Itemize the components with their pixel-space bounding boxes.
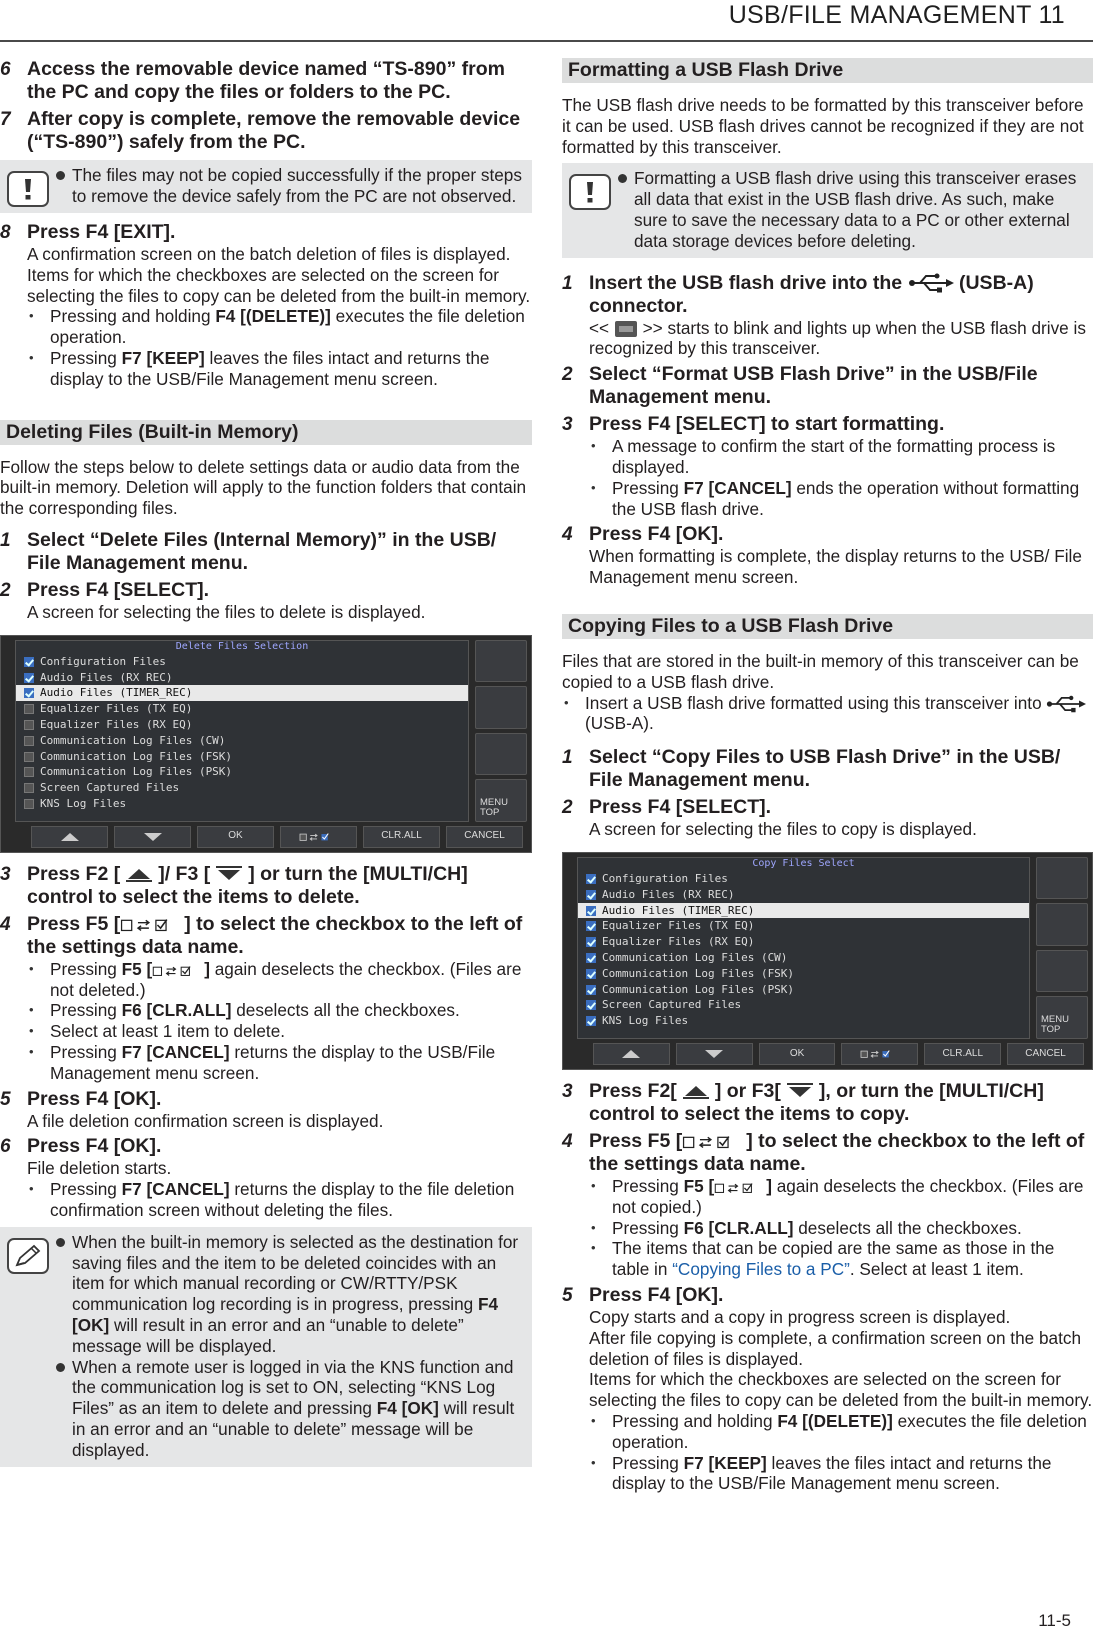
file-type-row[interactable]: Communication Log Files (PSK)	[578, 982, 1029, 998]
step-number: 1	[0, 529, 11, 551]
header-rule	[0, 40, 1093, 42]
page-number: 11-5	[1038, 1611, 1071, 1631]
step-text: A screen for selecting the files to delete is displayed.	[27, 601, 426, 622]
toggle-check-key[interactable]	[280, 826, 357, 848]
bullet-item: • Pressing F7 [CANCEL] returns the display to the file deletion confirmation screen without deleting the files.	[50, 1179, 532, 1221]
format-step-3	[562, 413, 1093, 519]
file-type-row[interactable]: Audio Files (RX REC)	[578, 887, 1029, 903]
file-type-row[interactable]: Communication Log Files (PSK)	[16, 764, 468, 780]
cancel-key[interactable]: CANCEL	[446, 826, 523, 848]
checkbox-icon	[24, 720, 34, 730]
file-type-row[interactable]: KNS Log Files	[16, 796, 468, 812]
bullet-item: • Pressing F6 [CLR.ALL] deselects all the checkboxes.	[50, 1000, 532, 1021]
step-number: 4	[562, 524, 573, 546]
file-type-row[interactable]: Communication Log Files (CW)	[578, 950, 1029, 966]
format-step-4	[562, 523, 1093, 588]
step-title: Press F4 [SELECT].	[589, 796, 772, 819]
bullet-item: • Insert a USB flash drive formatted using this transceiver into (USB-A).	[585, 693, 1093, 735]
checkbox-icon	[24, 799, 34, 809]
delete-step-5	[0, 1088, 532, 1132]
step-number: 3	[562, 1080, 573, 1102]
menu-top-key[interactable]: MENU TOP	[475, 779, 527, 822]
file-type-row[interactable]: KNS Log Files	[578, 1013, 1029, 1029]
step-number: 6	[0, 59, 11, 80]
bullet-item: • Pressing F7 [KEEP] leaves the files intact and returns the display to the USB/File Management menu screen.	[50, 348, 532, 390]
step-number: 2	[562, 797, 573, 819]
step-7	[0, 108, 532, 154]
step-number: 6	[0, 1136, 11, 1158]
copy-step-5	[562, 1284, 1093, 1494]
step-number: 5	[562, 1284, 573, 1306]
step-text: Copy starts and a copy in progress screen is displayed.	[589, 1306, 1011, 1327]
clr-all-key[interactable]: CLR.ALL	[363, 826, 440, 848]
step-8	[0, 221, 532, 390]
step-6	[0, 58, 532, 104]
checkbox-icon	[24, 752, 34, 762]
usb-icon	[1046, 695, 1086, 713]
caution-icon	[7, 171, 49, 207]
side-key[interactable]	[475, 733, 527, 776]
ok-key[interactable]: OK	[759, 1043, 836, 1065]
side-key[interactable]	[1036, 903, 1088, 946]
step-title: Access the removable device named “TS-890” from the PC and copy the files or folders to the PC.	[27, 58, 505, 103]
down-arrow-icon	[781, 1081, 819, 1101]
step-number: 4	[562, 1130, 573, 1152]
checkbox-icon	[586, 921, 596, 931]
checkbox-toggle-icon	[120, 916, 184, 934]
file-type-row[interactable]: Configuration Files	[578, 871, 1029, 887]
format-step-2	[562, 363, 1093, 409]
delete-step-1	[0, 529, 532, 575]
step-title: Select “Format USB Flash Drive” in the USB/File Management menu.	[589, 363, 1038, 409]
file-type-row[interactable]: Configuration Files	[16, 654, 468, 670]
step-number: 1	[562, 747, 573, 769]
toggle-check-icon	[860, 1047, 900, 1061]
step-text: When formatting is complete, the display returns to the USB/ File Management menu screen.	[589, 546, 1082, 588]
copy-step-4: 4 Press F5 [ ] to select the checkbox to the left of the settings data name. • Pressing F5 [ ] again deselects the checkbox. (Files are not copied.) • Pressing F6 [CLR.ALL] deselects all the checkboxes. • The items that can be copied are the same as those in the table in “Copying Files to a PC”. Select at least 1 item.	[562, 1130, 1093, 1280]
checkbox-icon	[24, 736, 34, 746]
bullet-item: • Pressing and holding F4 [(DELETE)] executes the file deletion operation.	[50, 306, 532, 348]
checkbox-icon	[586, 969, 596, 979]
up-key[interactable]	[31, 826, 108, 848]
checkbox-icon	[586, 985, 596, 995]
step-number: 5	[0, 1088, 11, 1110]
pencil-icon	[7, 1238, 49, 1274]
usb-icon	[908, 273, 954, 293]
side-key[interactable]	[1036, 857, 1088, 900]
checkbox-icon	[24, 657, 34, 667]
step-number: 2	[0, 579, 11, 601]
bullet-item: • Pressing F7 [CANCEL] ends the operation without formatting the USB flash drive.	[612, 478, 1093, 520]
bullet-item: • Select at least 1 item to delete.	[50, 1021, 532, 1042]
bullet-item: • The items that can be copied are the same as those in the table in “Copying Files to a PC”. Select at least 1 item.	[612, 1238, 1093, 1280]
caution-note	[0, 160, 532, 213]
up-arrow-icon	[677, 1081, 715, 1101]
bullet-item: • Pressing F7 [CANCEL] returns the display to the USB/File Management menu screen.	[50, 1042, 532, 1084]
checkbox-icon	[586, 1016, 596, 1026]
section-intro: The USB flash drive needs to be formatted by this transceiver before it can be used. USB flash drives cannot be recognized if they are not formatted by this transceiver.	[562, 95, 1084, 157]
file-type-row[interactable]: Communication Log Files (CW)	[16, 733, 468, 749]
up-arrow-icon	[61, 833, 79, 841]
checkbox-toggle-icon	[714, 1180, 766, 1196]
step-number: 3	[0, 863, 11, 885]
menu-top-key[interactable]: MENU TOP	[1036, 996, 1088, 1039]
usb-status-icon	[614, 320, 638, 338]
down-arrow-icon	[210, 864, 248, 884]
checkbox-icon	[24, 767, 34, 777]
side-key[interactable]	[1036, 950, 1088, 993]
toggle-check-key[interactable]	[841, 1043, 918, 1065]
file-type-row[interactable]: Equalizer Files (RX EQ)	[16, 717, 468, 733]
checkbox-icon	[24, 783, 34, 793]
ok-key[interactable]: OK	[197, 826, 274, 848]
checkbox-icon	[586, 890, 596, 900]
step-text: A confirmation screen on the batch deletion of files is displayed. Items for which the checkboxes are selected on the screen for selecting the files to copy can be deleted from the built-in memory.	[27, 244, 531, 306]
delete-step-6	[0, 1135, 532, 1220]
right-column	[562, 58, 1093, 1498]
step-title: Press F4 [EXIT].	[27, 221, 176, 243]
format-step-1: 1 Insert the USB flash drive into the (USB-A) connector. << >> starts to blink and lights up when the USB flash drive is recognized by this transceiver.	[562, 271, 1086, 359]
step-title: Select “Delete Files (Internal Memory)” in the USB/ File Management menu.	[27, 528, 497, 574]
checkbox-icon	[586, 1000, 596, 1010]
copy-step-2	[562, 796, 1093, 840]
step-number: 4	[0, 913, 11, 935]
step-text: Items for which the checkboxes are selected on the screen for selecting the files to copy can be deleted from the built-in memory.	[589, 1369, 1093, 1411]
copy-step-1	[562, 746, 1093, 792]
caution-note	[562, 163, 1093, 257]
checkbox-icon	[24, 673, 34, 683]
step-title: Press F4 [OK].	[27, 1135, 162, 1158]
step-title: Select “Copy Files to USB Flash Drive” in the USB/ File Management menu.	[589, 746, 1061, 792]
file-type-row[interactable]: Equalizer Files (TX EQ)	[578, 918, 1029, 934]
delete-files-screen	[0, 635, 532, 853]
note-item: When a remote user is logged in via the KNS function and the communication log is set to ON, selecting “KNS Log Files” as an item to delete and pressing F4 [OK] will result in an error and an “unable to delete” message will be displayed.	[72, 1357, 528, 1461]
checkbox-icon	[586, 953, 596, 963]
delete-step-2	[0, 579, 532, 623]
step-title: Press F4 [OK].	[589, 1283, 724, 1306]
checkbox-toggle-icon	[152, 963, 204, 979]
page-header: USB/FILE MANAGEMENT 11	[728, 1, 1065, 29]
bullet-item: • Pressing F7 [KEEP] leaves the files intact and returns the display to the USB/File Management menu screen.	[612, 1453, 1093, 1495]
clr-all-key[interactable]: CLR.ALL	[924, 1043, 1001, 1065]
step-title: Press F4 [SELECT] to start formatting.	[589, 413, 945, 436]
down-key[interactable]	[676, 1043, 753, 1065]
delete-step-4: 4 Press F5 [ ] to select the checkbox to the left of the settings data name. • Pressing F5 [ ] again deselects the checkbox. (Files are not deleted.) • Pressing F6 [CLR.ALL] deselects all the checkboxes. • Select at least 1 item to delete. • Pressing F7 [CANCEL] returns the display to the USB/File Management menu screen.	[0, 913, 532, 1084]
toggle-check-icon	[299, 830, 339, 844]
bullet-item: • Pressing and holding F4 [(DELETE)] executes the file deletion operation.	[612, 1411, 1093, 1453]
checkbox-icon	[586, 906, 596, 916]
checkbox-icon	[586, 937, 596, 947]
step-text: After file copying is complete, a confirmation screen on the batch deletion of files is displayed.	[589, 1327, 1082, 1369]
step-text: A file deletion confirmation screen is displayed.	[27, 1110, 384, 1131]
file-type-row[interactable]: Audio Files (TIMER_REC)	[16, 685, 468, 701]
note-item: The files may not be copied successfully if the proper steps to remove the device safely from the PC are not observed.	[72, 165, 528, 207]
copy-files-screen	[562, 852, 1093, 1070]
memo-note	[0, 1227, 532, 1467]
file-type-row[interactable]: Communication Log Files (FSK)	[578, 966, 1029, 982]
up-key[interactable]	[593, 1043, 670, 1065]
bullet-item: • Pressing F5 [ ] again deselects the checkbox. (Files are not deleted.)	[50, 959, 532, 1001]
checkbox-icon	[24, 688, 34, 698]
step-number: 7	[0, 109, 11, 130]
step-number: 8	[0, 222, 11, 243]
cancel-key[interactable]: CANCEL	[1007, 1043, 1084, 1065]
note-item: When the built-in memory is selected as the destination for saving files and the item to be deleted coincides with an item for which manual recording or CW/RTTY/PSK communication log recording is in progress, pressing F4 [OK] will result in an error and an “unable to delete” message will be displayed.	[72, 1232, 528, 1357]
section-heading-copy: Copying Files to a USB Flash Drive	[562, 614, 1093, 639]
file-type-row[interactable]: Communication Log Files (FSK)	[16, 749, 468, 765]
note-item: Formatting a USB flash drive using this transceiver erases all data that exist in the USB flash drive. As such, make sure to save the necessary data to a PC or other external data storage devices before deleting.	[634, 168, 1089, 251]
file-type-row[interactable]: Audio Files (RX REC)	[16, 670, 468, 686]
step-title: Press F4 [OK].	[589, 523, 724, 546]
caution-icon	[569, 174, 611, 210]
copy-step-3: 3 Press F2[ ] or F3[ ], or turn the [MULTI/CH] control to select the items to copy.	[562, 1079, 1044, 1125]
step-title: After copy is complete, remove the removable device (“TS-890”) safely from the PC.	[27, 108, 521, 153]
checkbox-toggle-icon	[682, 1133, 746, 1151]
up-arrow-icon	[120, 864, 158, 884]
section-intro: Follow the steps below to delete settings data or audio data from the built-in memory. Deletion will apply to the function folders that contain the corresponding files.	[0, 456, 527, 519]
checkbox-icon	[586, 874, 596, 884]
step-number: 1	[562, 272, 573, 294]
side-key[interactable]	[475, 640, 527, 683]
file-type-row[interactable]: Screen Captured Files	[578, 997, 1029, 1013]
delete-step-3: 3 Press F2 [ ]/ F3 [ ] or turn the [MULTI/CH] control to select the items to delete.	[0, 862, 468, 908]
bullet-item: • Pressing F5 [ ] again deselects the checkbox. (Files are not copied.)	[612, 1176, 1093, 1218]
file-type-row[interactable]: Equalizer Files (TX EQ)	[16, 701, 468, 717]
left-column	[0, 58, 532, 1475]
step-number: 2	[562, 364, 573, 386]
file-type-row[interactable]: Equalizer Files (RX EQ)	[578, 934, 1029, 950]
section-heading-delete: Deleting Files (Built-in Memory)	[0, 420, 532, 445]
bullet-item: • Pressing F6 [CLR.ALL] deselects all the checkboxes.	[612, 1218, 1093, 1239]
checkbox-icon	[24, 704, 34, 714]
up-arrow-icon	[622, 1050, 640, 1058]
cross-reference-link[interactable]: “Copying Files to a PC”	[672, 1259, 850, 1280]
down-key[interactable]	[114, 826, 191, 848]
screen-title: Copy Files Select	[752, 857, 855, 869]
down-arrow-icon	[144, 833, 162, 841]
bullet-item: • A message to confirm the start of the formatting process is displayed.	[612, 436, 1093, 478]
step-text: A screen for selecting the files to copy is displayed.	[589, 819, 977, 840]
file-type-row[interactable]: Screen Captured Files	[16, 780, 468, 796]
file-type-row[interactable]: Audio Files (TIMER_REC)	[578, 903, 1029, 919]
down-arrow-icon	[705, 1050, 723, 1058]
step-title: Press F4 [OK].	[27, 1087, 162, 1110]
step-text: File deletion starts.	[27, 1158, 172, 1179]
section-intro: Files that are stored in the built-in memory of this transceiver can be copied to a USB flash drive.	[562, 650, 1079, 692]
side-key[interactable]	[475, 686, 527, 729]
section-heading-format: Formatting a USB Flash Drive	[562, 58, 1093, 83]
step-title: Press F4 [SELECT].	[27, 578, 210, 601]
step-number: 3	[562, 414, 573, 436]
screen-title: Delete Files Selection	[175, 640, 309, 652]
